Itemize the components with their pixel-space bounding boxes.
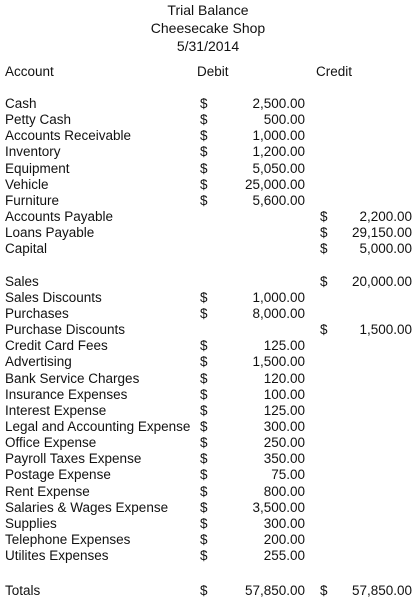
table-row [0, 177, 416, 193]
debit-amount: 125.00 [263, 402, 305, 418]
account-name: Vehicle [5, 176, 49, 192]
debit-amount: 800.00 [263, 483, 305, 499]
debit-currency-symbol: $ [200, 112, 208, 128]
account-name: Postage Expense [5, 467, 111, 483]
table-row [0, 306, 416, 322]
debit-amount: 3,500.00 [252, 499, 305, 515]
debit-amount: 250.00 [263, 435, 305, 451]
table-row [0, 451, 416, 467]
debit-amount: 100.00 [263, 386, 305, 402]
debit-amount: 500.00 [263, 112, 305, 128]
table-row [0, 403, 416, 419]
credit-amount: 29,150.00 [351, 225, 412, 241]
account-name: Loans Payable [5, 225, 95, 241]
debit-amount: 1,500.00 [252, 354, 305, 370]
debit-currency-symbol: $ [200, 467, 208, 483]
debit-amount: 300.00 [263, 515, 305, 531]
debit-currency-symbol: $ [200, 338, 208, 354]
table-row [0, 128, 416, 144]
debit-currency-symbol: $ [200, 96, 208, 111]
account-name: Sales [5, 273, 39, 289]
account-column-header: Account [5, 64, 54, 79]
table-row [0, 112, 416, 128]
account-name: Salaries & Wages Expense [5, 499, 169, 515]
table-row [0, 96, 416, 112]
table-row [0, 225, 416, 241]
debit-currency-symbol: $ [200, 160, 208, 176]
account-name: Purchase Discounts [5, 322, 126, 338]
debit-currency-symbol: $ [200, 483, 208, 499]
debit-amount: 125.00 [263, 338, 305, 354]
table-row [0, 516, 416, 532]
table-row [0, 532, 416, 548]
table-row [0, 161, 416, 177]
credit-currency-symbol: $ [320, 209, 328, 224]
account-name: Office Expense [5, 435, 97, 451]
debit-amount: 255.00 [263, 548, 305, 564]
debit-currency-symbol: $ [200, 128, 208, 144]
table-row [0, 387, 416, 403]
debit-currency-symbol: $ [200, 386, 208, 402]
account-name: Purchases [5, 305, 69, 321]
credit-currency-symbol: $ [320, 225, 328, 241]
debit-amount: 120.00 [263, 370, 305, 386]
account-name: Inventory [5, 144, 61, 160]
totals-row [0, 583, 416, 599]
account-name: Interest Expense [5, 402, 107, 418]
debit-amount: 1,000.00 [252, 128, 305, 144]
table-row [0, 193, 416, 209]
debit-amount: 350.00 [263, 451, 305, 467]
account-name: Utilites Expenses [5, 548, 109, 564]
debit-amount: 2,500.00 [252, 96, 305, 111]
credit-total: 57,850.00 [351, 583, 412, 598]
credit-currency-symbol: $ [320, 241, 328, 257]
credit-total-currency-symbol: $ [320, 583, 328, 598]
debit-currency-symbol: $ [200, 532, 208, 547]
debit-total: 57,850.00 [244, 583, 305, 598]
account-name: Credit Card Fees [5, 338, 108, 354]
debit-amount: 8,000.00 [252, 305, 305, 321]
debit-currency-symbol: $ [200, 435, 208, 451]
credit-amount: 20,000.00 [351, 273, 412, 289]
table-row [0, 419, 416, 435]
table-row [0, 500, 416, 516]
account-name: Sales Discounts [5, 289, 102, 305]
credit-currency-symbol: $ [320, 273, 328, 289]
account-name: Telephone Expenses [5, 532, 131, 547]
credit-amount: 1,500.00 [359, 322, 412, 338]
debit-amount: 1,000.00 [252, 289, 305, 305]
debit-total-currency-symbol: $ [200, 583, 208, 598]
table-row [0, 548, 416, 564]
account-name: Equipment [5, 160, 70, 176]
company-name: Cheesecake Shop [150, 20, 266, 36]
account-name: Cash [5, 96, 37, 111]
table-row [0, 144, 416, 160]
table-row [0, 209, 416, 225]
debit-currency-symbol: $ [200, 144, 208, 160]
debit-column-header: Debit [197, 64, 229, 79]
account-name: Furniture [5, 192, 60, 208]
table-row [0, 484, 416, 500]
debit-currency-symbol: $ [200, 192, 208, 208]
debit-currency-symbol: $ [200, 354, 208, 370]
debit-currency-symbol: $ [200, 515, 208, 531]
credit-column-header: Credit [316, 64, 353, 79]
debit-currency-symbol: $ [200, 451, 208, 467]
account-name: Accounts Receivable [5, 128, 132, 144]
account-name: Insurance Expenses [5, 386, 128, 402]
account-name: Supplies [5, 515, 57, 531]
table-row [0, 338, 416, 354]
totals-label: Totals [5, 583, 41, 598]
debit-currency-symbol: $ [200, 419, 208, 434]
debit-currency-symbol: $ [200, 402, 208, 418]
debit-amount: 200.00 [263, 532, 305, 547]
credit-amount: 5,000.00 [359, 241, 412, 257]
debit-currency-symbol: $ [200, 370, 208, 386]
table-row [0, 354, 416, 370]
debit-currency-symbol: $ [200, 289, 208, 305]
account-name: Advertising [5, 354, 72, 370]
table-row [0, 241, 416, 257]
credit-amount: 2,200.00 [359, 209, 412, 224]
account-name: Legal and Accounting Expense [5, 419, 191, 434]
debit-currency-symbol: $ [200, 548, 208, 564]
table-row [0, 274, 416, 290]
table-row [0, 322, 416, 338]
account-name: Rent Expense [5, 483, 90, 499]
report-title: Trial Balance [167, 2, 249, 18]
table-row [0, 435, 416, 451]
debit-currency-symbol: $ [200, 176, 208, 192]
report-date: 5/31/2014 [176, 38, 240, 54]
debit-amount: 75.00 [271, 467, 305, 483]
debit-currency-symbol: $ [200, 305, 208, 321]
account-name: Petty Cash [5, 112, 72, 128]
table-row [0, 371, 416, 387]
debit-amount: 25,000.00 [244, 176, 305, 192]
debit-currency-symbol: $ [200, 499, 208, 515]
debit-amount: 5,600.00 [252, 192, 305, 208]
table-row [0, 467, 416, 483]
account-name: Capital [5, 241, 48, 257]
debit-amount: 5,050.00 [252, 160, 305, 176]
credit-currency-symbol: $ [320, 322, 328, 338]
debit-amount: 300.00 [263, 419, 305, 434]
table-row [0, 290, 416, 306]
account-name: Bank Service Charges [5, 370, 140, 386]
account-name: Accounts Payable [5, 209, 114, 224]
debit-amount: 1,200.00 [252, 144, 305, 160]
account-name: Payroll Taxes Expense [5, 451, 142, 467]
